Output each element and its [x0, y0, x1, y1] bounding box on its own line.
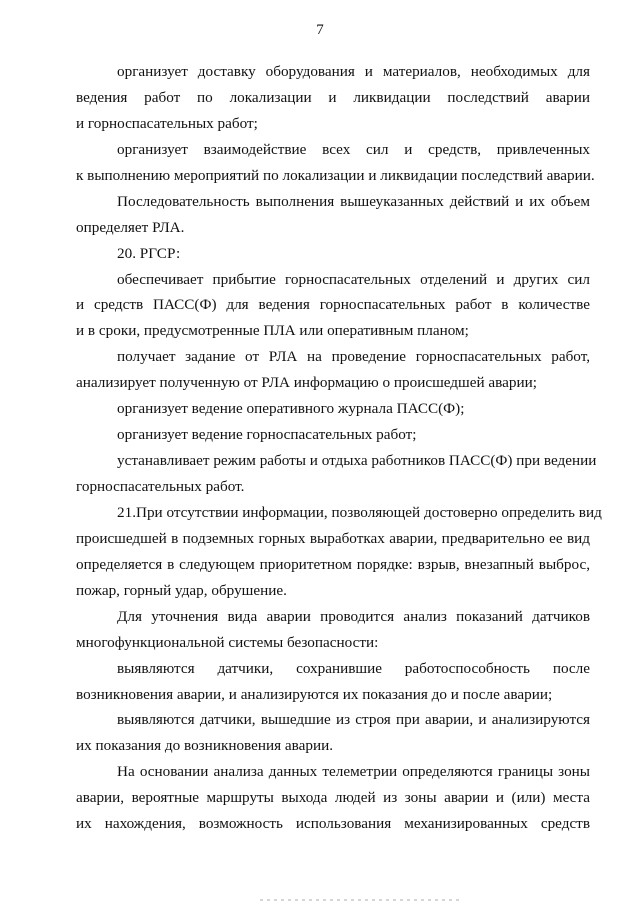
text-line: их показания до возникновения аварии. — [76, 737, 334, 755]
text-line: 20. РГСР: — [117, 244, 181, 262]
text-line: организует ведение горноспасательных работ; — [117, 426, 417, 444]
text-line: устанавливает режим работы и отдыха работников ПАСС(Ф) при ведении — [117, 452, 597, 470]
text-line: ведения работ по локализации и ликвидации последствий аварии — [76, 88, 590, 106]
text-line: и средств ПАСС(Ф) для ведения горноспасательных работ в количестве — [76, 296, 590, 314]
text-line: происшедшей в подземных горных выработках аварии, предварительно ее вид — [76, 529, 590, 547]
text-line: выявляются датчики, вышедшие из строя при аварии, и анализируются — [117, 711, 590, 729]
page-number: 7 — [316, 22, 324, 38]
text-line: пожар, горный удар, обрушение. — [76, 581, 287, 599]
text-line: 21.При отсутствии информации, позволяющей достоверно определить вид — [117, 503, 602, 521]
text-line: и горноспасательных работ; — [76, 114, 258, 132]
text-line: горноспасательных работ. — [76, 478, 245, 495]
text-line: организует взаимодействие всех сил и средств, привлеченных — [117, 140, 590, 158]
document-body — [76, 59, 602, 837]
text-line: определяется в следующем приоритетном порядке: взрыв, внезапный выброс, — [76, 555, 590, 573]
text-line: и в сроки, предусмотренные ПЛА или оперативным планом; — [76, 322, 469, 340]
text-line: получает задание от РЛА на проведение горноспасательных работ, — [117, 348, 590, 366]
text-line: анализирует полученную от РЛА информацию о происшедшей аварии; — [76, 374, 537, 392]
text-line: обеспечивает прибытие горноспасательных отделений и других сил — [117, 270, 590, 288]
text-line: организует доставку оборудования и материалов, необходимых для — [117, 63, 590, 80]
text-line: определяет РЛА. — [76, 218, 185, 236]
text-line: многофункциональной системы безопасности: — [76, 633, 379, 651]
text-line: выявляются датчики, сохранившие работоспособность после — [117, 659, 590, 677]
text-line: Для уточнения вида аварии проводится анализ показаний датчиков — [117, 607, 590, 625]
text-line: На основании анализа данных телеметрии определяются границы зоны — [117, 763, 590, 781]
text-line: к выполнению мероприятий по локализации и ликвидации последствий аварии. — [76, 166, 595, 184]
text-line: аварии, вероятные маршруты выхода людей из зоны аварии и (или) места — [76, 789, 590, 807]
text-line: их нахождения, возможность использования механизированных средств — [76, 815, 590, 833]
text-line: организует ведение оперативного журнала ПАСС(Ф); — [117, 400, 465, 418]
text-line: Последовательность выполнения вышеуказанных действий и их объем — [117, 192, 590, 210]
scan-artifact — [260, 899, 460, 901]
text-line: возникновения аварии, и анализируются их показания до и после аварии; — [76, 685, 553, 703]
